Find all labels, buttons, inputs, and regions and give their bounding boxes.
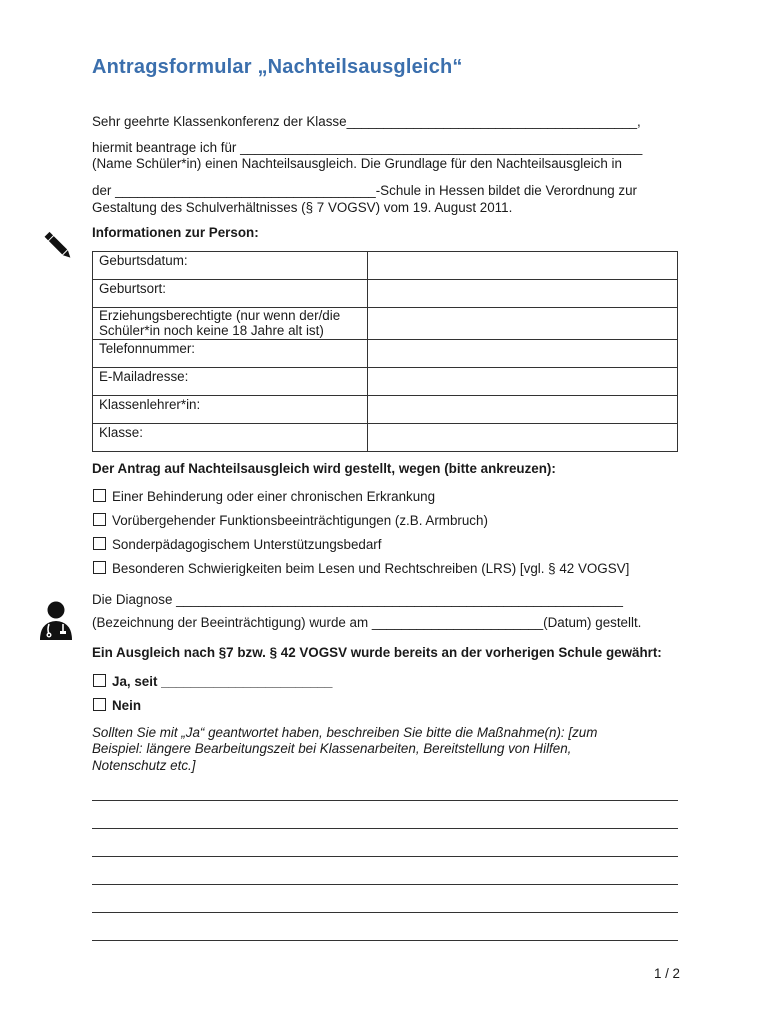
reason-section-heading: Der Antrag auf Nachteilsausgleich wird gestellt, wegen (bitte ankreuzen): (92, 461, 556, 476)
note-line-3: Notenschutz etc.] (92, 758, 196, 773)
reason-option-2[interactable] (93, 513, 488, 529)
row-label: Geburtsdatum: (93, 252, 368, 280)
row-label: Geburtsort: (93, 280, 368, 308)
note-line-2: Beispiel: längere Bearbeitungszeit bei Klassenarbeiten, Bereitstellung von Hilfen, (92, 741, 572, 756)
doctor-icon (38, 600, 74, 640)
row-value-field[interactable] (368, 308, 678, 340)
answer-line[interactable] (92, 856, 678, 857)
row-value-field[interactable] (368, 396, 678, 424)
table-row (93, 368, 678, 396)
table-row (93, 280, 678, 308)
checkbox-icon[interactable] (93, 537, 106, 550)
table-row (93, 252, 678, 280)
row-label: Telefonnummer: (93, 340, 368, 368)
note-line-1: Sollten Sie mit „Ja“ geantwortet haben, beschreiben Sie bitte die Maßnahme(n): [zum (92, 725, 598, 740)
table-row (93, 308, 678, 340)
pencil-icon (40, 228, 76, 264)
page-number: 1 / 2 (653, 966, 680, 981)
answer-line[interactable] (92, 912, 678, 913)
answer-line[interactable] (92, 940, 678, 941)
intro-line-1: hiermit beantrage ich für ______________________________________________________ (92, 140, 643, 155)
reason-option-1[interactable] (93, 489, 435, 505)
table-row (93, 340, 678, 368)
reason-option-4[interactable] (93, 561, 629, 577)
row-value-field[interactable] (368, 424, 678, 452)
row-value-field[interactable] (368, 340, 678, 368)
option-no[interactable] (93, 698, 141, 714)
row-label: Erziehungsberechtigte (nur wenn der/die Schüler*in noch keine 18 Jahre alt ist) (93, 308, 368, 340)
person-section-heading: Informationen zur Person: (92, 225, 259, 240)
table-row (93, 396, 678, 424)
intro-line-3: der ___________________________________-Schule in Hessen bildet die Verordnung zur (92, 183, 638, 198)
diagnosis-line-2: (Bezeichnung der Beeinträchtigung) wurde am _______________________(Datum) gestellt. (92, 615, 642, 630)
checkbox-icon[interactable] (93, 674, 106, 687)
reason-option-3[interactable] (93, 537, 381, 553)
table-row (93, 424, 678, 452)
row-label: Klassenlehrer*in: (93, 396, 368, 424)
checkbox-icon[interactable] (93, 489, 106, 502)
page-title: Antragsformular „Nachteilsausgleich“ (92, 56, 463, 78)
answer-line[interactable] (92, 800, 678, 801)
intro-line-4: Gestaltung des Schulverhältnisses (§ 7 VOGSV) vom 19. August 2011. (92, 200, 513, 215)
checkbox-icon[interactable] (93, 698, 106, 711)
reason-option-label: Sonderpädagogischem Unterstützungsbedarf (112, 537, 382, 552)
option-no-label: Nein (112, 698, 142, 713)
intro-line-2: (Name Schüler*in) einen Nachteilsausgleich. Die Grundlage für den Nachteilsausgleich in (92, 156, 622, 171)
answer-line[interactable] (92, 884, 678, 885)
reason-option-label: Einer Behinderung oder einer chronischen Erkrankung (112, 489, 436, 504)
row-value-field[interactable] (368, 252, 678, 280)
checkbox-icon[interactable] (93, 513, 106, 526)
answer-line[interactable] (92, 828, 678, 829)
row-label: E-Mailadresse: (93, 368, 368, 396)
reason-option-label: Vorübergehender Funktionsbeeinträchtigungen (z.B. Armbruch) (112, 513, 488, 528)
reason-option-label: Besonderen Schwierigkeiten beim Lesen und Rechtschreiben (LRS) [vgl. § 42 VOGSV] (112, 561, 630, 576)
row-value-field[interactable] (368, 280, 678, 308)
option-yes[interactable] (93, 674, 332, 690)
checkbox-icon[interactable] (93, 561, 106, 574)
diagnosis-line-1: Die Diagnose ____________________________________________________________ (92, 592, 623, 607)
previous-school-heading: Ein Ausgleich nach §7 bzw. § 42 VOGSV wurde bereits an der vorherigen Schule gewährt: (92, 645, 662, 660)
row-label: Klasse: (93, 424, 368, 452)
option-yes-label: Ja, seit _______________________ (112, 674, 333, 689)
greeting-text: Sehr geehrte Klassenkonferenz der Klasse_______________________________________, (92, 114, 641, 129)
person-info-table (92, 251, 678, 452)
row-value-field[interactable] (368, 368, 678, 396)
